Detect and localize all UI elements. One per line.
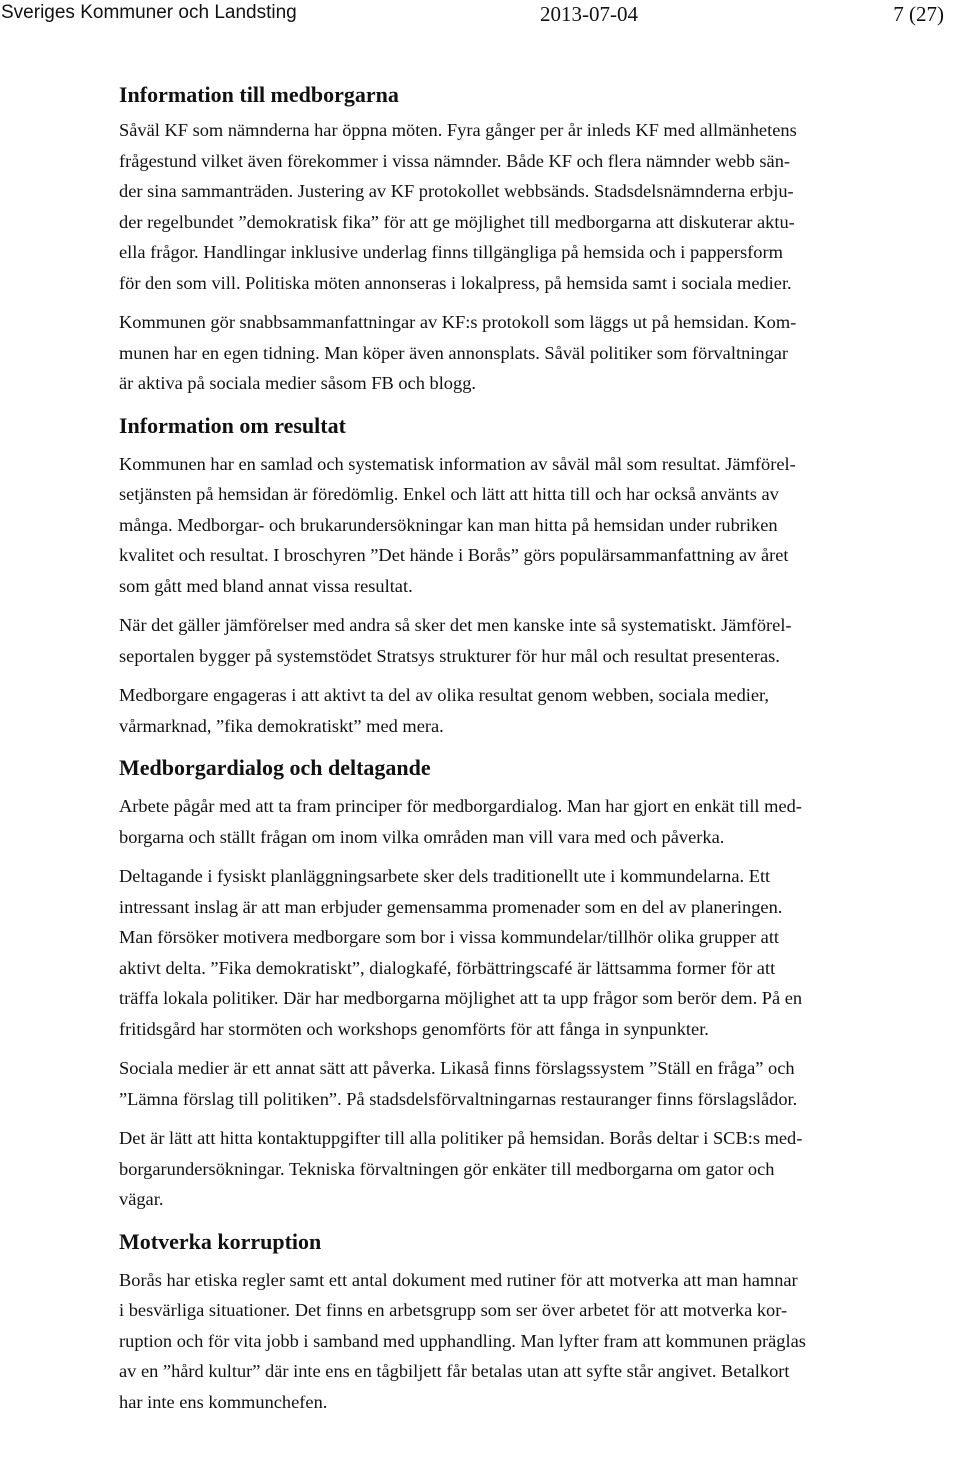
text-line: setjänsten på hemsidan är föredömlig. Enkel och lätt att hitta till och har också använts av bbox=[119, 484, 779, 504]
text-line: ”Lämna förslag till politiken”. På stadsdelsförvaltningarnas restauranger finns förslagslådor. bbox=[119, 1088, 798, 1109]
section-medborgardialog-och-deltagande bbox=[119, 753, 951, 1215]
text-line: Borås har etiska regler samt ett antal dokument med rutiner för att motverka att man hamnar bbox=[119, 1269, 798, 1290]
text-line: av en ”hård kultur” där inte ens en tågbiljett får betalas utan att syfte står angivet. Betalkort bbox=[119, 1361, 790, 1381]
text-line: När det gäller jämförelser med andra så sker det men kanske inte så systematiskt. Jämförel- bbox=[119, 615, 792, 635]
text-line: som gått med bland annat vissa resultat. bbox=[119, 575, 413, 596]
section-information-till-medborgarna bbox=[119, 80, 951, 399]
header-date: 2013-07-04 bbox=[540, 2, 638, 26]
paragraph bbox=[119, 680, 951, 741]
paragraph bbox=[119, 791, 951, 852]
text-line: många. Medborgar- och brukarundersökningar kan man hitta på hemsidan under rubriken bbox=[119, 514, 778, 535]
paragraph bbox=[119, 449, 951, 602]
text-line: Såväl KF som nämnderna har öppna möten. Fyra gånger per år inleds KF med allmänhetens bbox=[119, 120, 797, 140]
text-line: Kommunen gör snabbsammanfattningar av KF:s protokoll som läggs ut på hemsidan. Kom- bbox=[119, 312, 797, 332]
text-line: Sociala medier är ett annat sätt att påverka. Likaså finns förslagssystem ”Ställ en fråga” och bbox=[119, 1058, 795, 1078]
text-line: fritidsgård har stormöten och workshops genomförts för att fånga in synpunkter. bbox=[119, 1018, 709, 1039]
paragraph bbox=[119, 307, 951, 399]
text-line: vägar. bbox=[119, 1189, 164, 1209]
text-line: har inte ens kommunchefen. bbox=[119, 1391, 328, 1412]
text-line: borgarundersökningar. Tekniska förvaltningen gör enkäter till medborgarna om gator och bbox=[119, 1158, 775, 1179]
text-line: kvalitet och resultat. I broschyren ”Det hände i Borås” görs populärsammanfattning av året bbox=[119, 545, 789, 565]
section-heading: Motverka korruption bbox=[119, 1228, 322, 1254]
header-organization: Sveriges Kommuner och Landsting bbox=[1, 2, 297, 23]
section-information-om-resultat bbox=[119, 411, 951, 742]
text-line: der regelbundet ”demokratisk fika” för att ge möjlighet till medborgarna att diskuterar aktu- bbox=[119, 211, 795, 232]
text-line: Arbete pågår med att ta fram principer för medborgardialog. Man har gjort en enkät till med- bbox=[119, 796, 802, 816]
text-line: ella frågor. Handlingar inklusive underlag finns tillgängliga på hemsida och i pappersform bbox=[119, 242, 783, 262]
document-body bbox=[119, 80, 951, 1426]
text-line: der sina sammanträden. Justering av KF protokollet webbsänds. Stadsdelsnämnderna erbju- bbox=[119, 181, 794, 201]
section-heading: Medborgardialog och deltagande bbox=[119, 755, 431, 780]
paragraph bbox=[119, 861, 951, 1044]
text-line: träffa lokala politiker. Där har medborgarna möjlighet att ta upp frågor som berör dem. På en bbox=[119, 988, 803, 1008]
text-line: Det är lätt att hitta kontaktuppgifter till alla politiker på hemsidan. Borås deltar i SCB:s med- bbox=[119, 1128, 803, 1148]
text-line: vårmarknad, ”fika demokratiskt” med mera. bbox=[119, 715, 444, 736]
text-line: Kommunen har en samlad och systematisk information av såväl mål som resultat. Jämförel- bbox=[119, 453, 796, 474]
paragraph bbox=[119, 1053, 951, 1114]
section-motverka-korruption bbox=[119, 1227, 951, 1418]
text-line: är aktiva på sociala medier såsom FB och blogg. bbox=[119, 373, 476, 393]
text-line: ruption och för vita jobb i samband med upphandling. Man lyfter fram att kommunen präglas bbox=[119, 1330, 806, 1351]
text-line: i besvärliga situationer. Det finns en arbetsgrupp som ser över arbetet för att motverka kor- bbox=[119, 1300, 788, 1320]
text-line: Deltagande i fysiskt planläggningsarbete sker dels traditionellt ute i kommundelarna. Ett bbox=[119, 866, 771, 886]
paragraph bbox=[119, 1123, 951, 1215]
text-line: frågestund vilket även förekommer i vissa nämnder. Både KF och flera nämnder webb sän- bbox=[119, 150, 791, 171]
paragraph bbox=[119, 610, 951, 671]
paragraph bbox=[119, 1265, 951, 1418]
text-line: seportalen bygger på systemstödet Stratsys strukturer för hur mål och resultat presenteras. bbox=[119, 645, 780, 666]
text-line: aktivt delta. ”Fika demokratiskt”, dialogkafé, förbättringscafé är lättsamma former för att bbox=[119, 957, 776, 978]
text-line: Medborgare engageras i att aktivt ta del av olika resultat genom webben, sociala medier, bbox=[119, 685, 770, 705]
text-line: Man försöker motivera medborgare som bor i vissa kommundelar/tillhör olika grupper att bbox=[119, 927, 780, 947]
text-line: för den som vill. Politiska möten annonseras i lokalpress, på hemsida samt i sociala medier. bbox=[119, 272, 792, 293]
header-page-number: 7 (27) bbox=[893, 2, 944, 26]
paragraph bbox=[119, 115, 951, 298]
page-header bbox=[0, 0, 960, 30]
section-heading: Information om resultat bbox=[119, 412, 346, 438]
text-line: munen har en egen tidning. Man köper även annonsplats. Såväl politiker som förvaltningar bbox=[119, 342, 789, 363]
section-heading: Information till medborgarna bbox=[119, 82, 399, 107]
text-line: intressant inslag är att man erbjuder gemensamma promenader som en del av planeringen. bbox=[119, 896, 783, 917]
text-line: borgarna och ställt frågan om inom vilka områden man vill vara med och påverka. bbox=[119, 826, 725, 847]
